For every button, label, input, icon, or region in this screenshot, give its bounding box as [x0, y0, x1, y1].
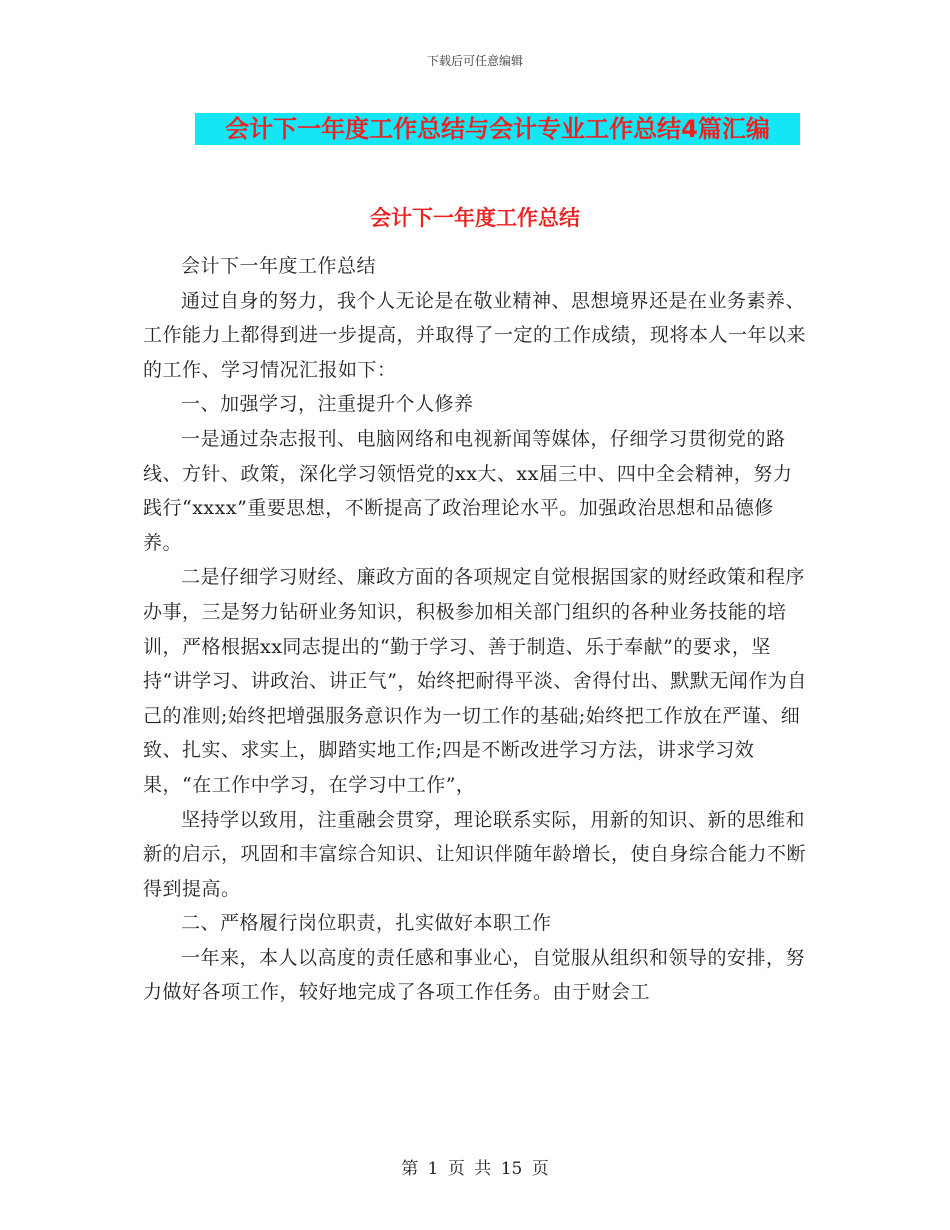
page-header-note: 下载后可任意编辑	[426, 54, 523, 68]
paragraph-second: 二是仔细学习财经、廉政方面的各项规定自觉根据国家的财经政策和程序办事，三是努力钻研业务知识，积极参加相关部门组织的各种业务技能的培训，严格根据xx同志提出的“勤于学习、善于制造、乐于奉献”的要求，坚持“讲学习、讲政治、讲正气”，始终把耐得平淡、舍得付出、默默无闻作为自己的准则;始终把增强服务意识作为一切工作的基础;始终把工作放在严谨、细致、扎实、求实上，脚踏实地工作;四是不断改进学习方法，讲求学习效果，“在工作中学习，在学习中工作”，	[143, 566, 807, 796]
section-title: 会计下一年度工作总结	[370, 206, 580, 230]
paragraph-intro: 通过自身的努力，我个人无论是在敬业精神、思想境界还是在业务素养、工作能力上都得到进一步提高，并取得了一定的工作成绩，现将本人一年以来的工作、学习情况汇报如下：	[143, 289, 807, 381]
page-number: 第 1 页 共 15 页	[401, 1159, 549, 1179]
paragraph-year: 一年来，本人以高度的责任感和事业心，自觉服从组织和领导的安排，努力做好各项工作，较好地完成了各项工作任务。由于财会工	[143, 946, 806, 1004]
heading-duties: 二、严格履行岗位职责，扎实做好本职工作	[181, 912, 552, 935]
paragraph-apply: 坚持学以致用，注重融会贯穿，理论联系实际，用新的知识、新的思维和新的启示，巩固和丰富综合知识、让知识伴随年龄增长，使自身综合能力不断得到提高。	[143, 808, 807, 900]
paragraph-subtitle: 会计下一年度工作总结	[181, 255, 377, 277]
heading-study: 一、加强学习，注重提升个人修养	[181, 393, 474, 416]
paragraph-first: 一是通过杂志报刊、电脑网络和电视新闻等媒体，仔细学习贯彻党的路线、方针、政策，深化学习领悟党的xx大、xx届三中、四中全会精神，努力践行“xxxx”重要思想，不断提高了政治理论水平。加强政治思想和品德修养。	[143, 427, 793, 554]
document-title: 会计下一年度工作总结与会计专业工作总结4篇汇编	[195, 113, 800, 145]
document-body	[143, 249, 807, 1010]
